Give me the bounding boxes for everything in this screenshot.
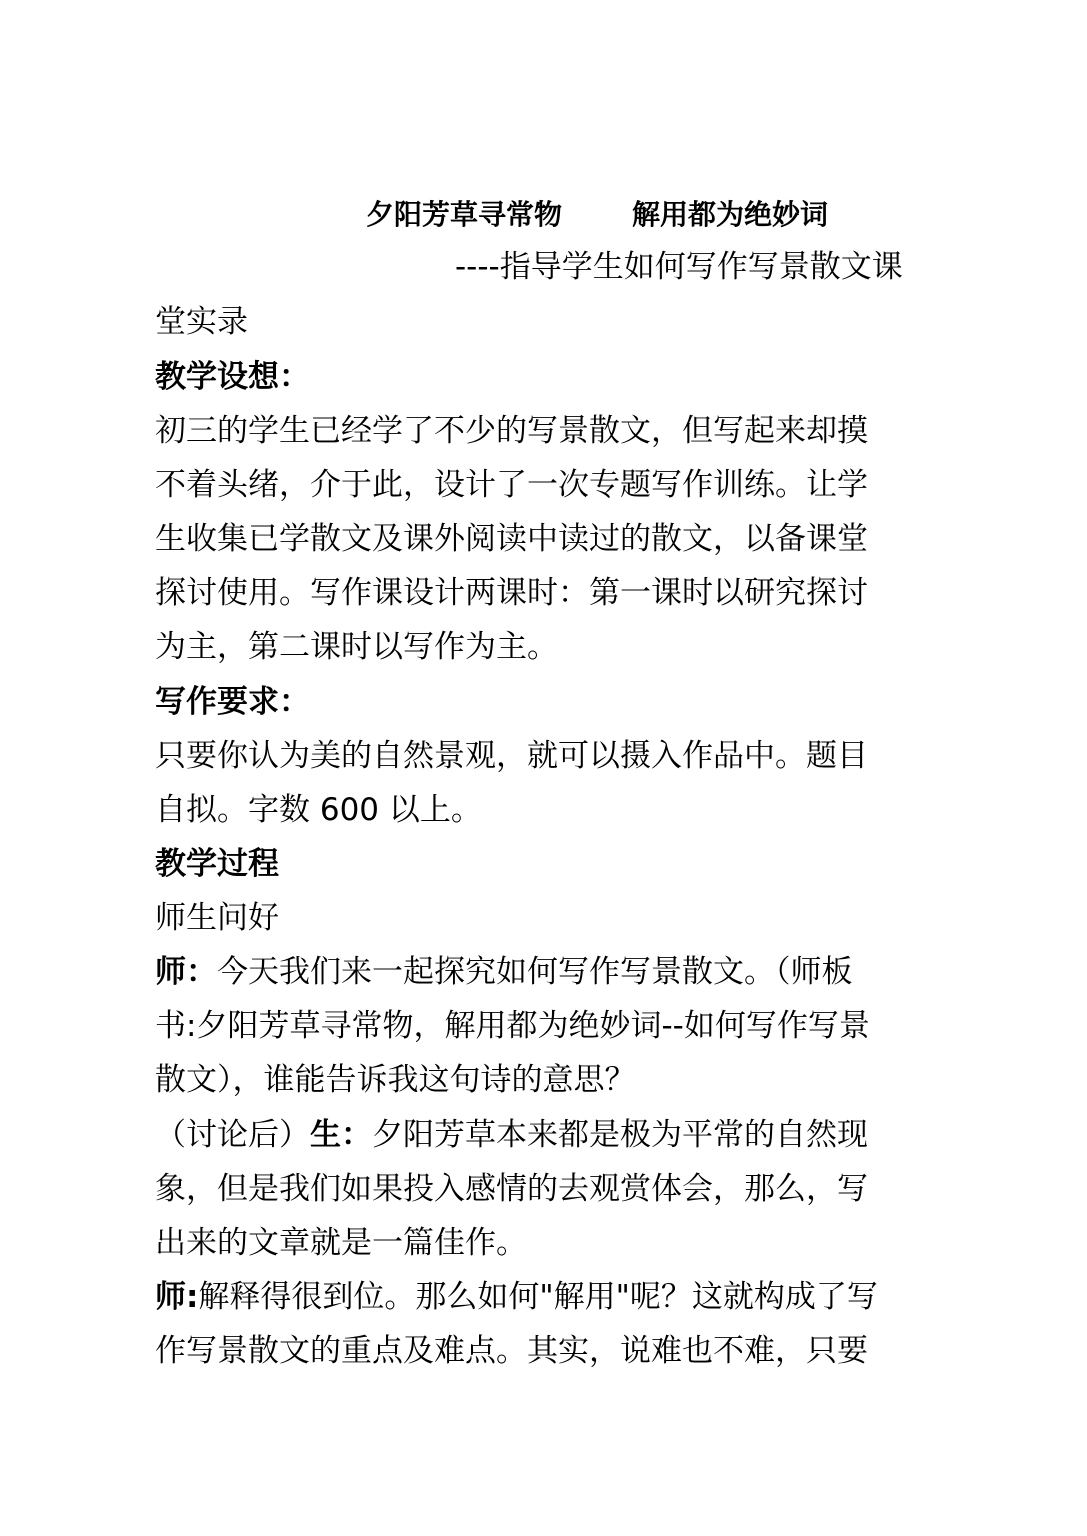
- teacher1-line1: [155, 945, 945, 999]
- teacher1-text: 今天我们来一起探究如何写作写景散文。（师板: [217, 954, 853, 990]
- requirement-line: 自拟。字数 600 以上。: [155, 792, 482, 828]
- student-line3: 出来的文章就是一篇佳作。: [155, 1225, 527, 1261]
- requirement-line: 只要你认为美的自然景观，就可以摄入作品中。题目: [155, 738, 868, 774]
- student-line1: [155, 1108, 945, 1162]
- teacher-label: 师：: [155, 954, 217, 990]
- design-line: 初三的学生已经学了不少的写景散文，但写起来却摸: [155, 413, 868, 449]
- greeting-line: 师生问好: [155, 900, 279, 936]
- design-line: 生收集已学散文及课外阅读中读过的散文，以备课堂: [155, 521, 868, 557]
- process-heading: 教学过程: [155, 846, 279, 882]
- title-part2: 解用都为绝妙词: [632, 198, 829, 231]
- teacher-label: 师:: [155, 1279, 199, 1315]
- student-text: 夕阳芳草本来都是极为平常的自然现: [372, 1117, 868, 1153]
- student-prefix: （讨论后）: [155, 1117, 310, 1153]
- teacher1-line3: 散文），谁能告诉我这句诗的意思？: [155, 1062, 636, 1098]
- teacher2-text: 解释得很到位。那么如何"解用"呢？这就构成了写: [198, 1279, 878, 1315]
- requirement-heading: 写作要求：: [155, 684, 310, 720]
- design-heading: 教学设想：: [155, 359, 310, 395]
- subtitle-line2: 堂实录: [155, 304, 248, 340]
- design-line: 不着头绪，介于此，设计了一次专题写作训练。让学: [155, 467, 868, 503]
- design-line: 探讨使用。写作课设计两课时：第一课时以研究探讨: [155, 575, 868, 611]
- design-line: 为主，第二课时以写作为主。: [155, 629, 558, 665]
- student-line2: 象，但是我们如果投入感情的去观赏体会，那么，写: [155, 1171, 868, 1207]
- teacher2-line2: 作写景散文的重点及难点。其实，说难也不难，只要: [155, 1333, 868, 1369]
- title-part1: 夕阳芳草寻常物: [366, 198, 563, 231]
- subtitle-line1: ----指导学生如何写作写景散文课: [455, 249, 903, 285]
- teacher2-line1: [155, 1270, 945, 1324]
- student-label: 生：: [310, 1117, 372, 1153]
- teacher1-line2: 书:夕阳芳草寻常物，解用都为绝妙词--如何写作写景: [155, 1008, 870, 1044]
